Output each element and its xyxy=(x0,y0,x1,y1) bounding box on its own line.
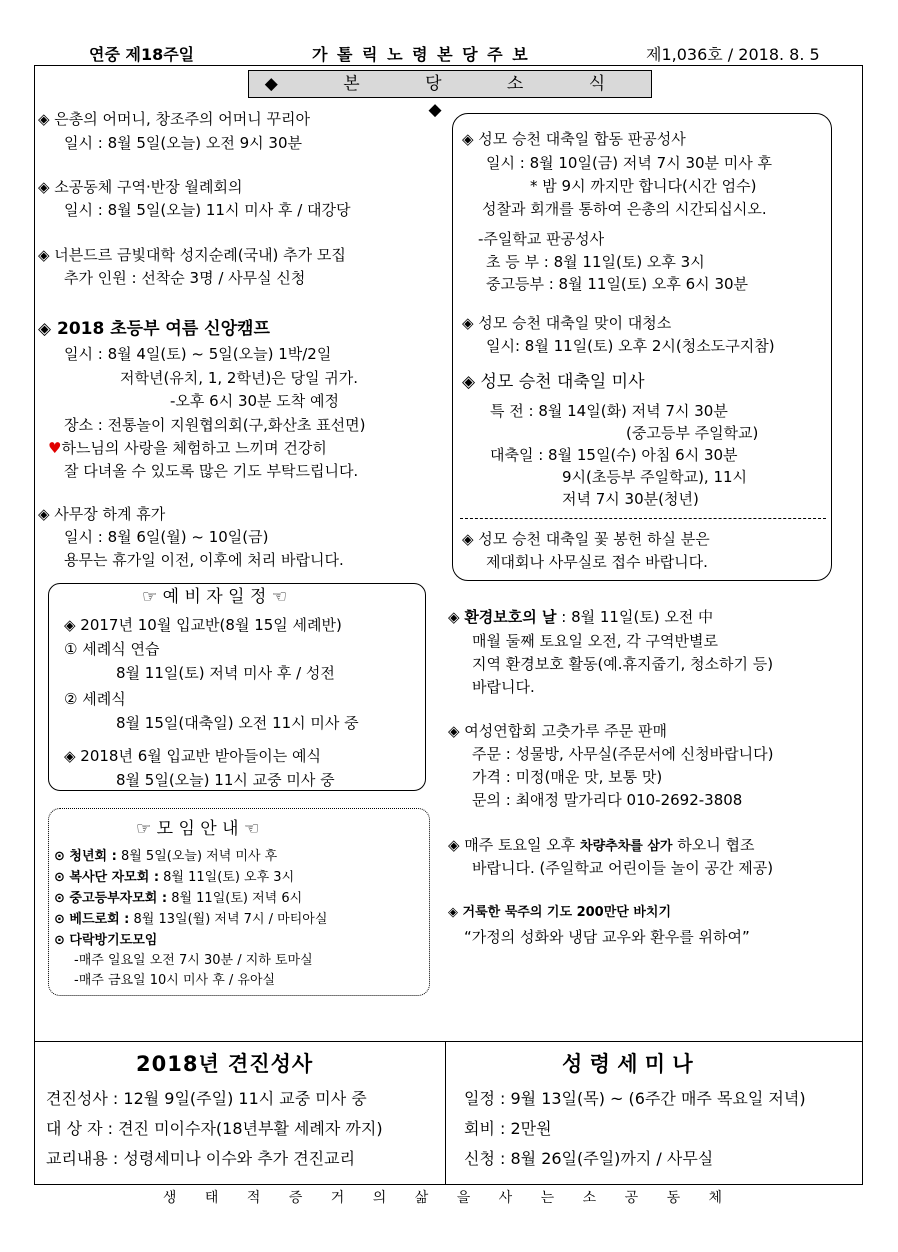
meeting-item: ⊙ 다락방기도모임 xyxy=(54,933,158,948)
seminar-line: 신청 : 8월 26일(주일)까지 / 사무실 xyxy=(464,1149,714,1168)
notice-line: 매월 둘째 토요일 오전, 각 구역반별로 xyxy=(472,632,718,650)
meetings-title: ☞ 모 임 안 내 ☜ xyxy=(136,819,260,839)
notice-line: 바랍니다. xyxy=(472,678,535,696)
meeting-item: ⊙ 중고등부자모회 : 8월 11일(토) 저녁 6시 xyxy=(54,891,303,906)
meeting-item: ⊙ 복사단 자모회 : 8월 11일(토) 오후 3시 xyxy=(54,870,295,885)
notice-line: 제대회나 사무실로 접수 바랍니다. xyxy=(486,553,708,571)
schedule-line: ◈ 2017년 10월 입교반(8월 15일 세례반) xyxy=(64,616,342,634)
notice-title: ◈ 성모 승천 대축일 합동 판공성사 xyxy=(462,130,686,148)
notice-line: 문의 : 최애정 말가리다 010-2692-3808 xyxy=(472,791,743,809)
meeting-item: ⊙ 베드로회 : 8월 13일(월) 저녁 7시 / 마티아실 xyxy=(54,912,328,927)
notice-line: 잘 다녀올 수 있도록 많은 기도 부탁드립니다. xyxy=(64,462,359,480)
notice-line: 저학년(유치, 1, 2학년)은 당일 귀가. xyxy=(120,369,359,387)
notice-title: ◈ 사무장 하계 휴가 xyxy=(38,505,166,523)
heart-icon: ♥ xyxy=(48,439,62,457)
meeting-item: ⊙ 청년회 : 8월 5일(오늘) 저녁 미사 후 xyxy=(54,849,278,864)
notice-line: “가정의 성화와 냉담 교우와 환우를 위하여” xyxy=(464,928,750,946)
notice-title: ◈ 거룩한 묵주의 기도 200만단 바치기 xyxy=(448,905,672,920)
notice-line: 특 전 : 8월 14일(화) 저녁 7시 30분 xyxy=(490,402,728,420)
notice-line: 주문 : 성물방, 사무실(주문서에 신청바랍니다) xyxy=(472,745,774,763)
schedule-line: ① 세례식 연습 xyxy=(64,640,160,658)
notice-line: 바랍니다. (주일학교 어린이들 놀이 공간 제공) xyxy=(472,859,774,877)
notice-title: ◈ 매주 토요일 오후 차량추차를 삼가 하오니 협조 xyxy=(448,836,755,854)
notice-title: ◈ 여성연합회 고춧가루 주문 판매 xyxy=(448,722,667,740)
liturgical-week: 연중 제18주일 xyxy=(89,45,195,64)
notice-line: 일시 : 8월 10일(금) 저녁 7시 30분 미사 후 xyxy=(486,154,773,172)
notice-line: (중고등부 주일학교) xyxy=(626,424,759,442)
notice-title: ◈ 은총의 어머니, 창조주의 어머니 꾸리아 xyxy=(38,110,310,128)
confirmation-title: 2018년 견진성사 xyxy=(136,1052,314,1076)
notice-title: ◈ 너븐드르 금빛대학 성지순례(국내) 추가 모집 xyxy=(38,246,346,264)
notice-line: 추가 인원 : 선착순 3명 / 사무실 신청 xyxy=(64,269,306,287)
notice-title: ◈ 소공동체 구역·반장 월례회의 xyxy=(38,178,243,196)
notice-line: 일시: 8월 11일(토) 오후 2시(청소도구지참) xyxy=(486,337,775,355)
schedule-line: 8월 5일(오늘) 11시 교중 미사 중 xyxy=(116,771,335,789)
notice-title: ◈ 환경보호의 날 : 8월 11일(토) 오전 中 xyxy=(448,608,714,626)
bulletin-header xyxy=(34,38,864,64)
seminar-line: 일정 : 9월 13일(목) ~ (6주간 매주 목요일 저녁) xyxy=(464,1089,806,1108)
notice-line: 가격 : 미정(매운 맛, 보통 맛) xyxy=(472,768,663,786)
dashed-divider xyxy=(460,518,826,519)
schedule-line: 8월 11일(토) 저녁 미사 후 / 성전 xyxy=(116,664,335,682)
notice-line: 일시 : 8월 4일(토) ~ 5일(오늘) 1박/2일 xyxy=(64,345,332,363)
notice-title: ◈ 성모 승천 대축일 꽃 봉헌 하실 분은 xyxy=(462,530,710,548)
confirmation-line: 대 상 자 : 견진 미이수자(18년부활 세례자 까지) xyxy=(46,1119,383,1138)
notice-line: * 밤 9시 까지만 합니다(시간 엄수) xyxy=(530,177,757,195)
notice-line: 일시 : 8월 6일(월) ~ 10일(금) xyxy=(64,528,269,546)
catechumen-schedule-title: ☞ 예 비 자 일 정 ☜ xyxy=(142,587,288,607)
notice-line: -주일학교 판공성사 xyxy=(478,230,605,248)
notice-line: 저녁 7시 30분(청년) xyxy=(562,490,699,508)
section-title: ◆ 본 당 소 식 ◆ xyxy=(248,70,652,98)
notice-title: ◈ 성모 승천 대축일 미사 xyxy=(462,372,645,392)
seminar-title: 성 령 세 미 나 xyxy=(562,1052,693,1076)
meeting-subitem: -매주 금요일 10시 미사 후 / 유아실 xyxy=(74,973,276,988)
bulletin-title: 가 톨 릭 노 령 본 당 주 보 xyxy=(312,45,530,64)
notice-line: 성찰과 회개를 통하여 은총의 시간되십시오. xyxy=(482,200,767,218)
footer-motto: 생 태 적 증 거 의 삶 을 사 는 소 공 동 체 xyxy=(162,1190,735,1206)
schedule-line: ◈ 2018년 6월 입교반 받아들이는 예식 xyxy=(64,747,321,765)
notice-line: -오후 6시 30분 도착 예정 xyxy=(170,392,340,410)
confirmation-line: 견진성사 : 12월 9일(주일) 11시 교중 미사 중 xyxy=(46,1089,367,1108)
notice-line: 9시(초등부 주일학교), 11시 xyxy=(562,468,748,486)
notice-line: 일시 : 8월 5일(오늘) 11시 미사 후 / 대강당 xyxy=(64,201,351,219)
notice-line: 용무는 휴가일 이전, 이후에 처리 바랍니다. xyxy=(64,551,344,569)
seminar-line: 회비 : 2만원 xyxy=(464,1119,552,1138)
bottom-divider xyxy=(445,1041,446,1185)
notice-line: 지역 환경보호 활동(예.휴지줍기, 청소하기 등) xyxy=(472,655,774,673)
notice-line: 장소 : 전통놀이 지원협의회(구,화산초 표선면) xyxy=(64,416,366,434)
confirmation-line: 교리내용 : 성령세미나 이수와 추가 견진교리 xyxy=(46,1149,356,1168)
notice-title: ◈ 2018 초등부 여름 신앙캠프 xyxy=(38,319,270,339)
notice-title: ◈ 성모 승천 대축일 맞이 대청소 xyxy=(462,314,672,332)
schedule-line: ② 세례식 xyxy=(64,690,126,708)
notice-line: 중고등부 : 8월 11일(토) 오후 6시 30분 xyxy=(486,275,749,293)
issue-number: 제1,036호 / 2018. 8. 5 xyxy=(646,45,820,64)
notice-line: 대축일 : 8월 15일(수) 아침 6시 30분 xyxy=(490,446,738,464)
prayer-line: ♥하느님의 사랑을 체험하고 느끼며 건강히 xyxy=(48,439,327,457)
notice-line: 일시 : 8월 5일(오늘) 오전 9시 30분 xyxy=(64,134,302,152)
schedule-line: 8월 15일(대축일) 오전 11시 미사 중 xyxy=(116,714,359,732)
notice-line: 초 등 부 : 8월 11일(토) 오후 3시 xyxy=(486,253,705,271)
meeting-subitem: -매주 일요일 오전 7시 30분 / 지하 토마실 xyxy=(74,953,313,968)
